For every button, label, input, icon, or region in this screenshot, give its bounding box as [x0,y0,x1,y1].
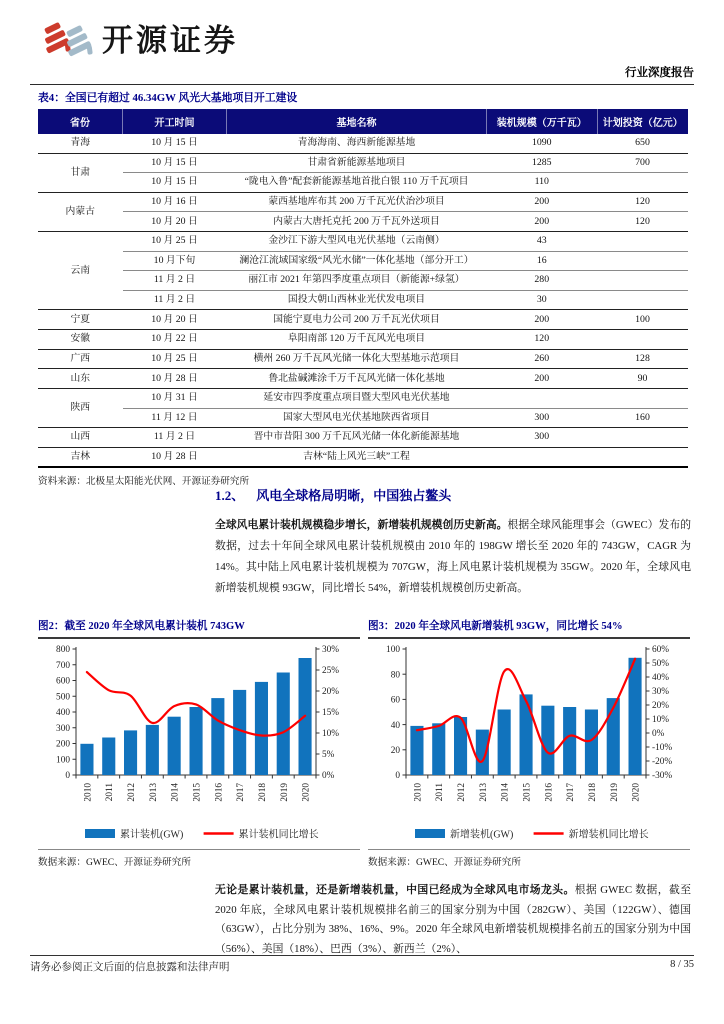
base-name-cell: 国投大朝山西林业光伏发电项目 [227,290,487,310]
paragraph-2-lead: 无论是累计装机量，还是新增装机量，中国已经成为全球风电市场龙头。 [215,884,575,896]
footer-disclaimer: 请务必参阅正文后面的信息披露和法律声明 [30,962,230,973]
svg-text:300: 300 [56,723,70,734]
date-cell: 10 月下旬 [123,251,227,271]
figure2-block [38,618,360,868]
province-cell: 甘肃 [38,153,123,192]
capacity-cell: 120 [487,330,598,350]
svg-text:800: 800 [56,645,70,656]
svg-text:2012: 2012 [127,783,138,802]
date-cell: 10 月 16 日 [123,192,227,212]
capacity-cell: 1090 [487,134,598,153]
date-cell: 10 月 28 日 [123,447,227,467]
svg-text:30%: 30% [652,687,670,698]
date-cell: 10 月 20 日 [123,212,227,232]
province-cell: 山东 [38,369,123,389]
paragraph-2-text: 根据 GWEC 数据，截至 2020 年底，全球风电累计装机规模排名前三的国家分别为中国（282GW）、美国（122GW）、德国（63GW），占比分别为 38%、16%、9%。2020 年全球风电新增装机规模排名前五的国家分别为中国（56%）、美国（18%）、巴西（3%）、新西兰（2%）、 [215,884,691,955]
capacity-cell: 200 [487,369,598,389]
projects-table [38,109,688,468]
table-row [38,232,688,252]
table-row [38,447,688,467]
province-cell: 广西 [38,349,123,369]
figure2-source: 数据来源：GWEC、开源证券研究所 [38,849,360,868]
province-cell: 安徽 [38,330,123,350]
paragraph-1 [215,515,691,599]
svg-text:40%: 40% [652,673,670,684]
svg-text:40: 40 [390,720,400,731]
base-name-cell: 青海海南、海西新能源基地 [227,134,487,153]
table-row [38,212,688,232]
svg-text:-30%: -30% [652,771,673,782]
capacity-cell: 300 [487,428,598,448]
section-number: 1.2、 [215,488,245,503]
col-start-date: 开工时间 [123,109,227,134]
base-name-cell: 丽江市 2021 年第四季度重点项目（新能源+绿氢） [227,271,487,291]
investment-cell: 120 [597,192,688,212]
date-cell: 10 月 28 日 [123,369,227,389]
svg-text:-10%: -10% [652,743,673,754]
capacity-cell [487,447,598,467]
base-name-cell: 延安市四季度重点项目暨大型风电光伏基地 [227,388,487,408]
investment-cell: 120 [597,212,688,232]
svg-text:2016: 2016 [214,783,225,802]
base-name-cell: 鲁北盐碱滩涂千万千瓦风光储一体化基地 [227,369,487,389]
table-header-row [38,109,688,134]
investment-cell [597,251,688,271]
svg-text:0: 0 [65,771,70,782]
figure3-block [368,618,690,868]
table4-title: 表4：全国已有超过 46.34GW 风光大基地项目开工建设 [38,92,298,104]
svg-text:2014: 2014 [500,783,511,802]
date-cell: 10 月 20 日 [123,310,227,330]
table-row [38,428,688,448]
date-cell: 10 月 22 日 [123,330,227,350]
base-name-cell: 甘肃省新能源基地项目 [227,153,487,173]
table-row [38,173,688,193]
figure3-title: 图3：2020 年全球风电新增装机 93GW，同比增长 54% [368,618,690,639]
svg-text:20%: 20% [652,701,670,712]
capacity-cell: 300 [487,408,598,428]
kaiyuan-logo-icon [40,12,96,62]
investment-cell: 100 [597,310,688,330]
section-1-2 [215,485,691,599]
svg-text:2020: 2020 [631,783,642,802]
svg-text:400: 400 [56,708,70,719]
province-cell: 山西 [38,428,123,448]
table4-source: 资料来源：北极星太阳能光伏网、开源证券研究所 [38,476,250,488]
table-row [38,290,688,310]
capacity-cell: 200 [487,192,598,212]
capacity-cell: 200 [487,212,598,232]
investment-cell [597,271,688,291]
svg-text:10%: 10% [652,715,670,726]
province-cell: 青海 [38,134,123,153]
header-divider [30,84,694,85]
capacity-cell [487,388,598,408]
table-row [38,271,688,291]
figure3-bar-line-chart [368,641,690,847]
figure2-title: 图2：截至 2020 年全球风电累计装机 743GW [38,618,360,639]
svg-text:0: 0 [395,771,400,782]
svg-text:30%: 30% [322,645,340,656]
base-name-cell: 澜沧江流域国家级“风光水储”一体化基地（部分开工） [227,251,487,271]
date-cell: 10 月 15 日 [123,134,227,153]
paragraph-2 [215,881,691,959]
col-capacity: 装机规模（万千瓦） [487,109,598,134]
table-row [38,330,688,350]
capacity-cell: 200 [487,310,598,330]
investment-cell: 160 [597,408,688,428]
svg-text:80: 80 [390,670,400,681]
col-province: 省份 [38,109,123,134]
table-row [38,369,688,389]
investment-cell [597,290,688,310]
svg-text:15%: 15% [322,708,340,719]
capacity-cell: 280 [487,271,598,291]
svg-text:2011: 2011 [435,783,446,802]
svg-text:20: 20 [390,746,400,756]
base-name-cell: 阜阳南部 120 万千瓦风光电项目 [227,330,487,350]
svg-text:2017: 2017 [236,783,247,802]
section-title: 风电全球格局明晰，中国独占鳌头 [256,488,452,503]
svg-text:5%: 5% [322,750,335,761]
svg-text:500: 500 [56,692,70,703]
base-name-cell: “陇电入鲁”配套新能源基地首批白银 110 万千瓦项目 [227,173,487,193]
svg-text:2017: 2017 [566,783,577,802]
svg-text:0%: 0% [322,771,335,782]
base-name-cell: 蒙西基地库布其 200 万千瓦光伏治沙项目 [227,192,487,212]
svg-text:2010: 2010 [83,783,94,802]
svg-text:2012: 2012 [457,783,468,802]
svg-text:2013: 2013 [148,783,159,802]
date-cell: 10 月 25 日 [123,349,227,369]
province-cell: 吉林 [38,447,123,467]
base-name-cell: 横州 260 万千瓦风光储一体化大型基地示范项目 [227,349,487,369]
date-cell: 10 月 15 日 [123,153,227,173]
date-cell: 11 月 2 日 [123,428,227,448]
table-row [38,408,688,428]
investment-cell [597,173,688,193]
svg-text:2015: 2015 [192,783,203,802]
paragraph-1-lead: 全球风电累计装机规模稳步增长，新增装机规模创历史新高。 [215,519,508,531]
date-cell: 10 月 31 日 [123,388,227,408]
investment-cell [597,428,688,448]
svg-text:2019: 2019 [279,783,290,802]
table-row [38,192,688,212]
capacity-cell: 260 [487,349,598,369]
svg-text:60: 60 [390,695,400,706]
svg-text:2020: 2020 [301,783,312,802]
svg-text:2018: 2018 [587,783,598,802]
base-name-cell: 金沙江下游大型风电光伏基地（云南侧） [227,232,487,252]
svg-text:累计装机同比增长: 累计装机同比增长 [238,829,319,841]
svg-text:200: 200 [56,739,70,750]
svg-text:60%: 60% [652,645,670,656]
logo-text: 开源证券 [102,22,238,58]
date-cell: 10 月 25 日 [123,232,227,252]
svg-text:2014: 2014 [170,783,181,802]
investment-cell [597,330,688,350]
table-row [38,388,688,408]
investment-cell: 128 [597,349,688,369]
svg-text:新增装机(GW): 新增装机(GW) [450,829,514,841]
table4-section [38,90,688,487]
base-name-cell: 国能宁夏电力公司 200 万千瓦光伏项目 [227,310,487,330]
investment-cell: 650 [597,134,688,153]
col-investment: 计划投资（亿元） [597,109,688,134]
svg-text:10%: 10% [322,729,340,740]
table-row [38,153,688,173]
svg-text:600: 600 [56,676,70,687]
svg-text:50%: 50% [652,659,670,670]
investment-cell: 90 [597,369,688,389]
svg-text:2013: 2013 [478,783,489,802]
capacity-cell: 16 [487,251,598,271]
svg-text:100: 100 [56,755,70,766]
investment-cell [597,388,688,408]
province-cell: 宁夏 [38,310,123,330]
table-row [38,310,688,330]
svg-text:2010: 2010 [413,783,424,802]
investment-cell [597,232,688,252]
svg-text:25%: 25% [322,666,340,677]
capacity-cell: 110 [487,173,598,193]
svg-text:2011: 2011 [105,783,116,802]
base-name-cell: 国家大型风电光伏基地陕西省项目 [227,408,487,428]
date-cell: 11 月 12 日 [123,408,227,428]
base-name-cell: 吉林“陆上风光三峡”工程 [227,447,487,467]
report-type-label: 行业深度报告 [625,67,694,79]
svg-text:2019: 2019 [609,783,620,802]
province-cell: 陕西 [38,388,123,427]
footer-divider [30,955,694,956]
svg-text:100: 100 [386,645,400,656]
province-cell: 云南 [38,232,123,310]
section-heading [215,485,691,504]
svg-text:累计装机(GW): 累计装机(GW) [120,829,184,841]
base-name-cell: 内蒙古大唐托克托 200 万千瓦外送项目 [227,212,487,232]
svg-text:700: 700 [56,660,70,671]
table-row [38,349,688,369]
province-cell: 内蒙古 [38,192,123,231]
svg-text:-20%: -20% [652,757,673,768]
base-name-cell: 晋中市昔阳 300 万千瓦风光储一体化新能源基地 [227,428,487,448]
svg-text:20%: 20% [322,687,340,698]
figure2-bar-line-chart [38,641,360,847]
investment-cell [597,447,688,467]
col-base-name: 基地名称 [227,109,487,134]
table-row [38,251,688,271]
svg-text:新增装机同比增长: 新增装机同比增长 [568,829,649,841]
svg-text:0%: 0% [652,729,665,740]
date-cell: 10 月 15 日 [123,173,227,193]
date-cell: 11 月 2 日 [123,290,227,310]
svg-text:2018: 2018 [257,783,268,802]
table-row [38,134,688,153]
investment-cell: 700 [597,153,688,173]
date-cell: 11 月 2 日 [123,271,227,291]
svg-text:2016: 2016 [544,783,555,802]
brand-logo [40,12,238,62]
footer-page-number: 8 / 35 [670,959,694,970]
figure3-source: 数据来源：GWEC、开源证券研究所 [368,849,690,868]
capacity-cell: 43 [487,232,598,252]
capacity-cell: 1285 [487,153,598,173]
capacity-cell: 30 [487,290,598,310]
svg-text:2015: 2015 [522,783,533,802]
paragraph-1-text: 根据全球风能理事会（GWEC）发布的数据，过去十年间全球风电累计装机规模由 2010 年的 198GW 增长至 2020 年的 743GW，CAGR 为 14%。其中陆上风电累计装机规模为 707GW，海上风电累计装机规模为 35GW。2020 年，全球风电新增装机规模 93GW，同比增长 54%，新增装机规模创历史新高。 [215,519,691,594]
